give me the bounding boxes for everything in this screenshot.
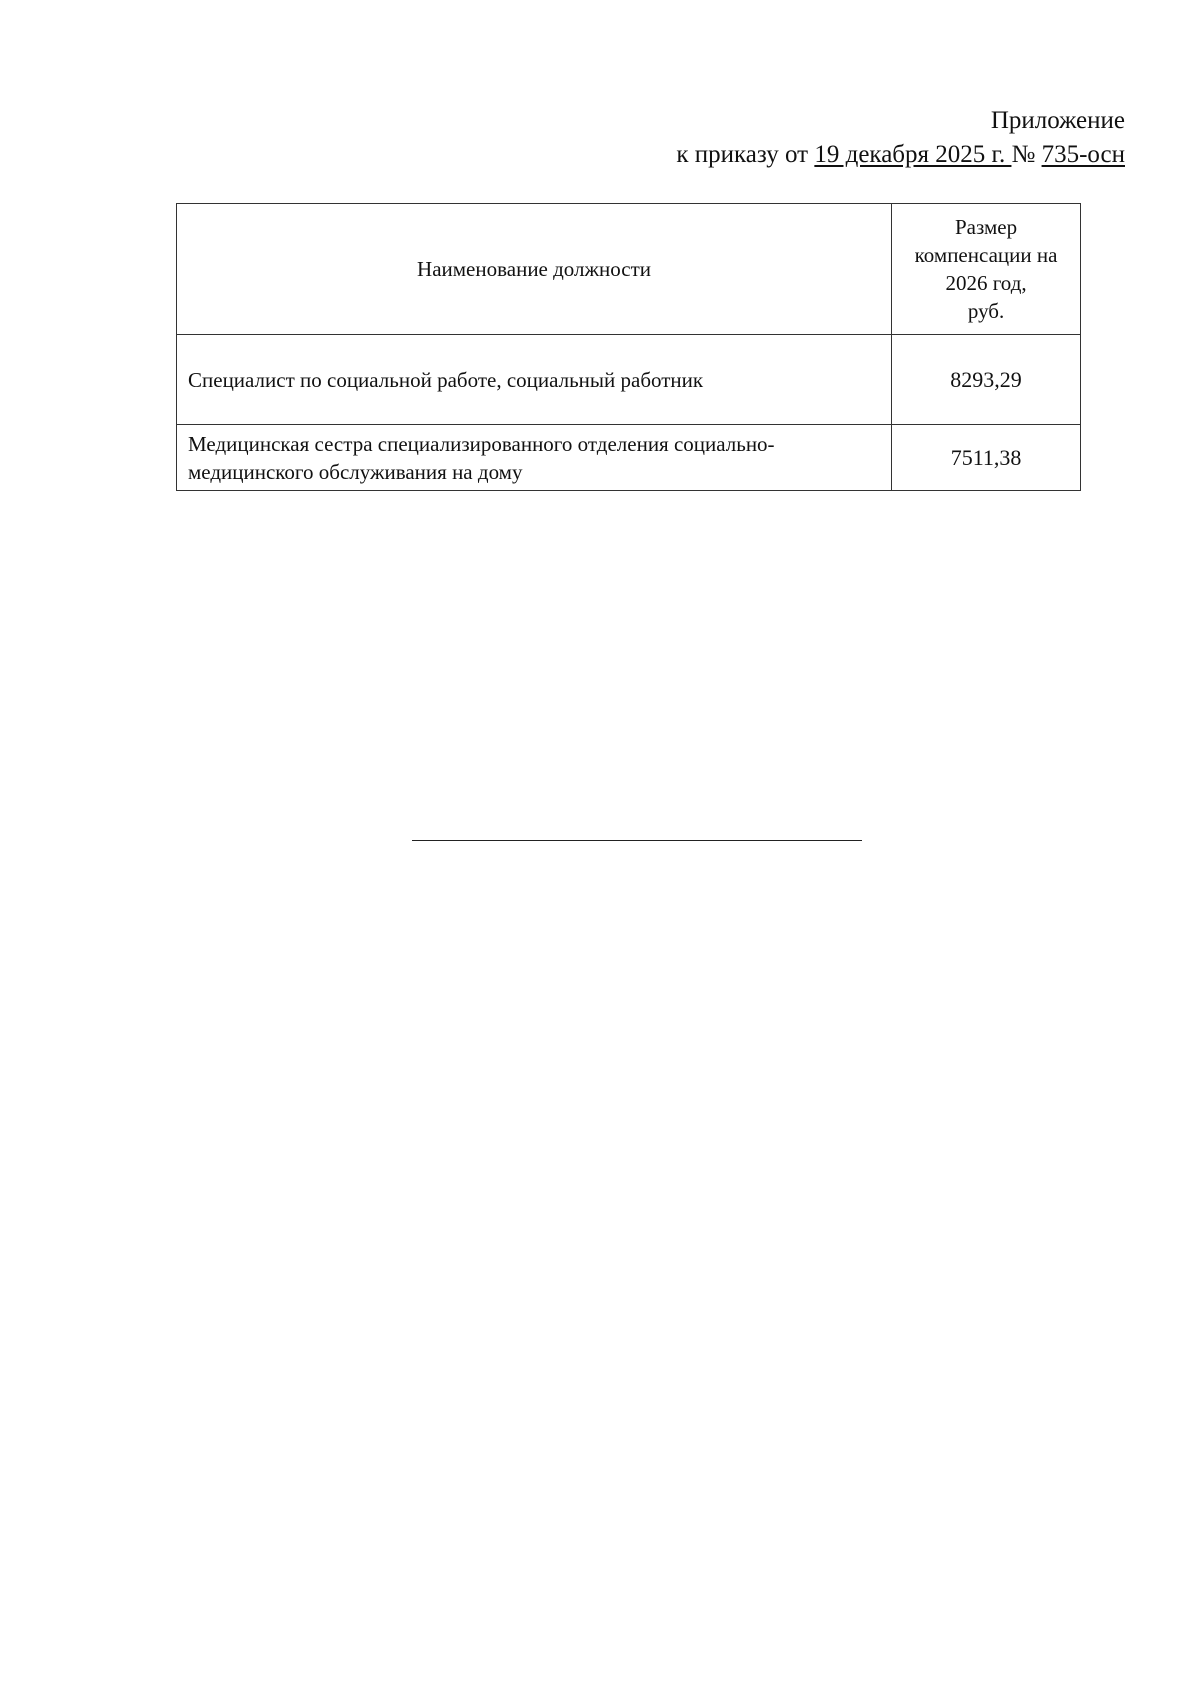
position-name-line: Медицинская сестра специализированного отделения социально- bbox=[188, 431, 775, 456]
order-number-sign: № bbox=[1011, 141, 1042, 168]
table-row bbox=[177, 425, 1081, 491]
header-size-line: 2026 год, bbox=[945, 271, 1027, 295]
table-row bbox=[177, 335, 1081, 425]
compensation-table bbox=[176, 203, 1081, 491]
order-prefix: к приказу от bbox=[676, 141, 815, 168]
header-position-name: Наименование должности bbox=[177, 204, 892, 335]
position-name-cell bbox=[177, 425, 892, 491]
position-name-line: медицинского обслуживания на дому bbox=[188, 459, 523, 484]
appendix-header bbox=[676, 104, 1125, 172]
header-size-line: Размер bbox=[954, 215, 1018, 239]
header-compensation-size bbox=[892, 204, 1081, 335]
order-number: 735-осн bbox=[1041, 141, 1125, 168]
position-name-line: Специалист по социальной работе, социальный работник bbox=[188, 367, 704, 392]
header-size-line: компенсации на bbox=[914, 243, 1058, 267]
position-name-cell bbox=[177, 335, 892, 425]
closing-line bbox=[412, 840, 862, 841]
compensation-value-cell: 7511,38 bbox=[892, 425, 1081, 491]
appendix-title: Приложение bbox=[990, 107, 1125, 134]
order-reference bbox=[676, 138, 1125, 172]
compensation-value-cell: 8293,29 bbox=[892, 335, 1081, 425]
order-date: 19 декабря 2025 г. bbox=[814, 141, 1012, 168]
table-header-row bbox=[177, 204, 1081, 335]
header-size-line: руб. bbox=[967, 299, 1005, 323]
